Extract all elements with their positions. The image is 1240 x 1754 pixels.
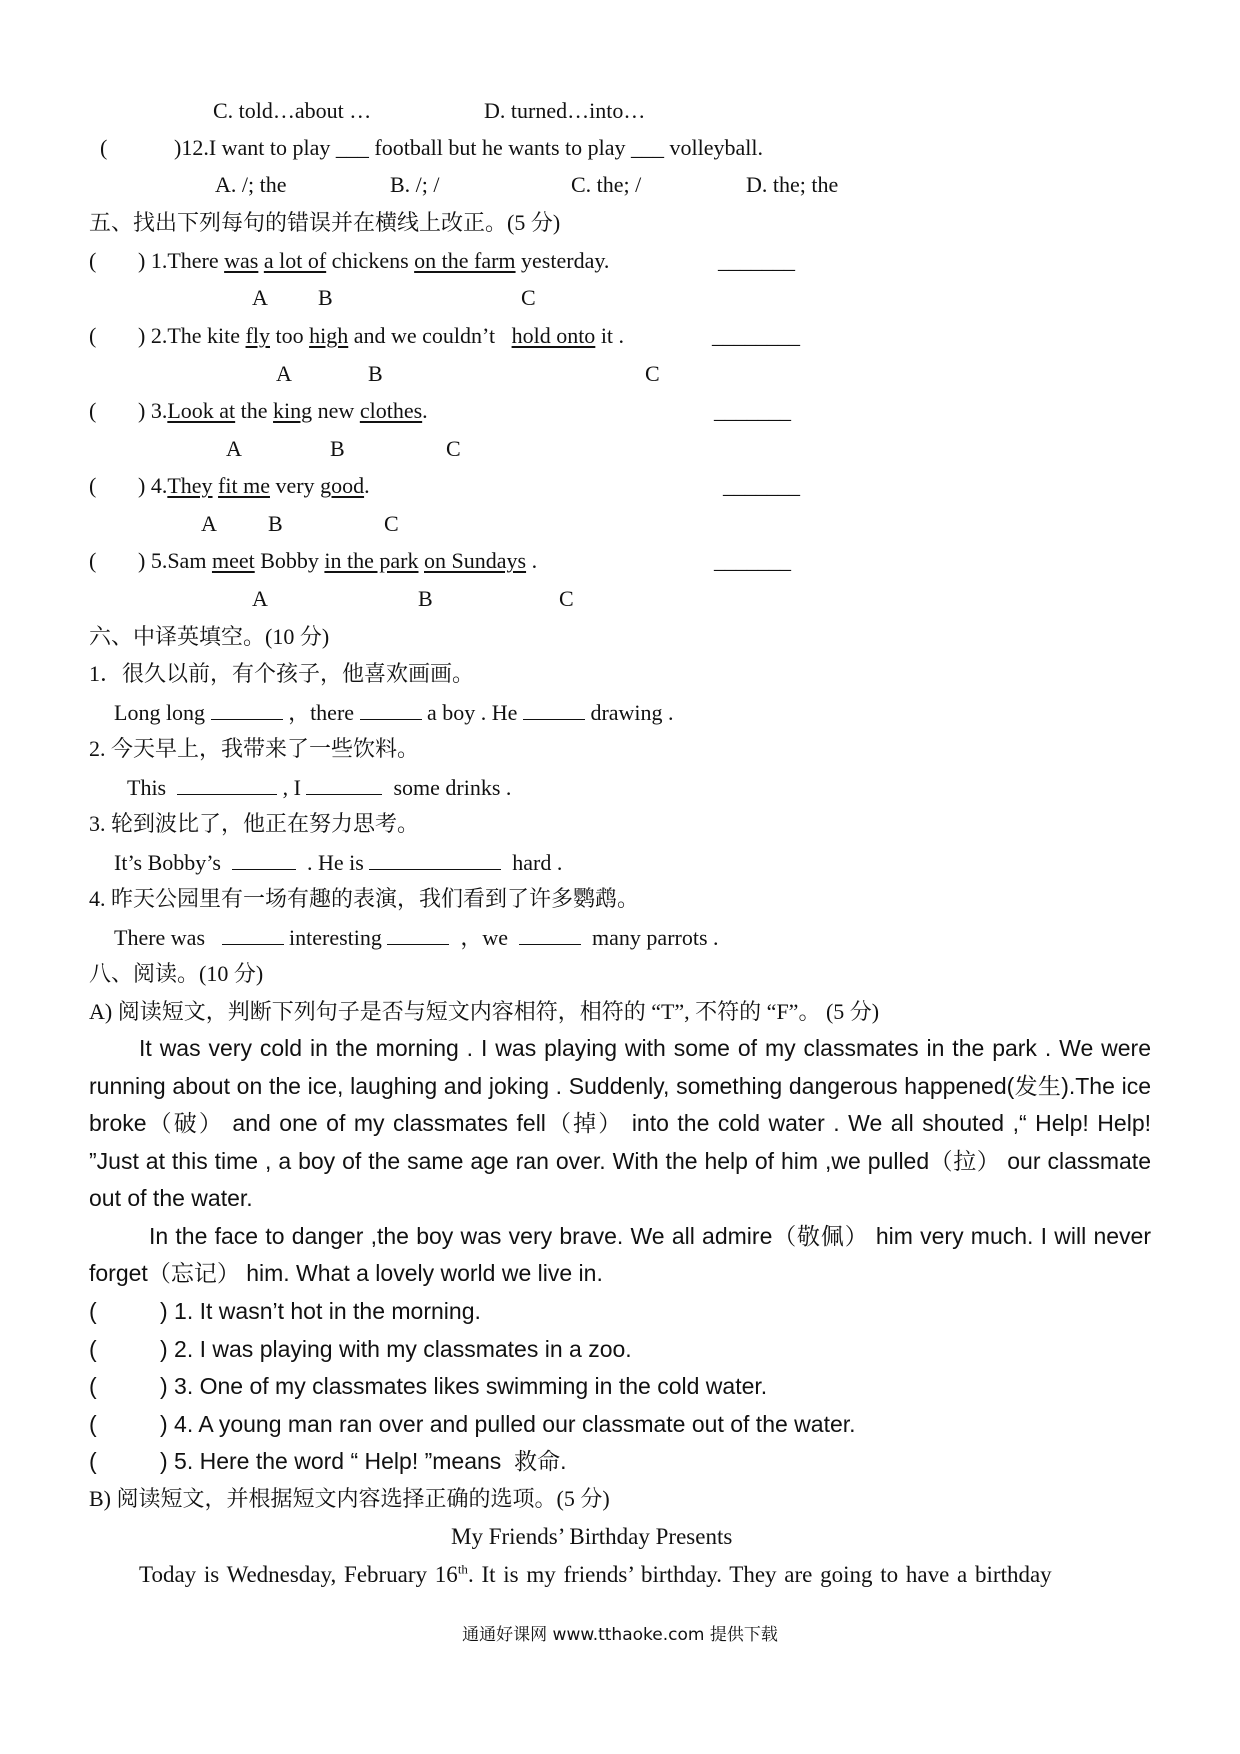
fill-blank[interactable] [523, 699, 585, 720]
answer-blank[interactable]: _______ [714, 398, 791, 423]
answer-blank[interactable]: _______ [718, 248, 795, 273]
error-item-sentence: ) 4.They fit me very good. [138, 473, 370, 498]
q3-chinese: 3. 轮到波比了，他正在努力思考。 [89, 811, 420, 836]
option-letter-a: A [276, 361, 292, 386]
fill-blank[interactable] [222, 924, 284, 945]
fill-blank[interactable] [369, 849, 501, 870]
error-item-sentence: ) 3.Look at the king new clothes. [138, 398, 428, 423]
part-b-title: My Friends’ Birthday Presents [451, 1524, 733, 1549]
tf-paren: ( [89, 1373, 97, 1399]
q4-english: There was interesting ，we many parrots . [114, 925, 719, 950]
tf-statement: ) 2. I was playing with my classmates in a zoo. [160, 1336, 632, 1362]
tf-statement: ) 5. Here the word “ Help! ”means 救命. [160, 1448, 567, 1474]
q2-english: This , I some drinks . [127, 775, 512, 800]
fill-blank[interactable] [387, 924, 449, 945]
q2-chinese: 2. 今天早上，我带来了一些饮料。 [89, 736, 420, 761]
answer-blank[interactable]: _______ [714, 548, 791, 573]
option-letter-c: C [645, 361, 660, 386]
option-letter-a: A [252, 285, 268, 310]
answer-blank[interactable]: _______ [723, 473, 800, 498]
option-letter-a: A [201, 511, 217, 536]
error-item-paren: ( [89, 248, 97, 273]
q1-chinese: 1．很久以前，有个孩子，他喜欢画画。 [89, 661, 475, 686]
error-item-sentence: ) 2.The kite fly too high and we couldn’t hold onto it . [138, 323, 625, 348]
option-letter-c: C [446, 436, 461, 461]
option-letter-b: B [330, 436, 345, 461]
error-item-paren: ( [89, 548, 97, 573]
q11-option-c: C. told…about … [213, 98, 372, 123]
q12-stem: )12.I want to play ___ football but he wants to play ___ volleyball. [174, 135, 764, 160]
tf-statement: ) 4. A young man ran over and pulled our classmate out of the water. [160, 1411, 856, 1437]
fill-blank[interactable] [211, 699, 283, 720]
tf-paren: ( [89, 1411, 97, 1437]
tf-statement: ) 3. One of my classmates likes swimming in the cold water. [160, 1373, 768, 1399]
error-item-sentence: ) 1.There was a lot of chickens on the farm yesterday. [138, 248, 610, 273]
error-item-sentence: ) 5.Sam meet Bobby in the park on Sundays . [138, 548, 538, 573]
q12-option-d: D. the; the [746, 172, 839, 197]
tf-statement: ) 1. It wasn’t hot in the morning. [160, 1298, 481, 1324]
answer-blank[interactable]: ________ [712, 323, 800, 348]
fill-blank[interactable] [306, 774, 382, 795]
fill-blank[interactable] [177, 774, 277, 795]
section5-heading: 五、找出下列每句的错误并在横线上改正。(5 分) [89, 210, 561, 235]
q4-chinese: 4. 昨天公园里有一场有趣的表演，我们看到了许多鹦鹉。 [89, 886, 640, 911]
option-letter-c: C [384, 511, 399, 536]
fill-blank[interactable] [232, 849, 296, 870]
tf-paren: ( [89, 1336, 97, 1362]
option-letter-b: B [268, 511, 283, 536]
tf-paren: ( [89, 1298, 97, 1324]
option-letter-a: A [252, 586, 268, 611]
q12-option-c: C. the; / [571, 172, 642, 197]
option-letter-b: B [368, 361, 383, 386]
passage-paragraph: In the face to danger ,the boy was very brave. We all admire（敬佩） him very much. I will never forget（忘记） him. What a lovely world we live in. [89, 1222, 1151, 1286]
part-b-passage-line: Today is Wednesday, February 16th. It is my friends’ birthday. They are going to have a birthday [139, 1561, 1052, 1587]
reading-passage [89, 1030, 1151, 1293]
q3-english: It’s Bobby’s . He is hard . [114, 850, 563, 875]
fill-blank[interactable] [519, 924, 581, 945]
option-letter-c: C [521, 285, 536, 310]
option-letter-c: C [559, 586, 574, 611]
q12-option-b: B. /; / [390, 172, 440, 197]
option-letter-b: B [318, 285, 333, 310]
page-footer: 通通好课网 www.tthaoke.com 提供下载 [462, 1625, 778, 1645]
option-letter-a: A [226, 436, 242, 461]
part-a-instructions: A) 阅读短文，判断下列句子是否与短文内容相符，相符的 “T”, 不符的 “F”。 (5 分) [89, 999, 880, 1024]
section6-heading: 六、中译英填空。(10 分) [89, 624, 330, 649]
passage-paragraph: It was very cold in the morning . I was playing with some of my classmates in the park . We were running about on the ice, laughing and joking . Suddenly, something dangerous happened(发生).The ice broke（破） and one of my classmates fell（掉） into the cold water . We all shouted ,“ Help! Help! ”Just at this time , a boy of the same age ran over. With the help of him ,we pulled（拉） our classmate out of the water. [89, 1035, 1151, 1211]
error-item-paren: ( [89, 398, 97, 423]
q12-paren: ( [100, 135, 108, 160]
part-b-instructions: B) 阅读短文，并根据短文内容选择正确的选项。(5 分) [89, 1486, 610, 1511]
error-item-paren: ( [89, 323, 97, 348]
section8-heading: 八、阅读。(10 分) [89, 961, 264, 986]
q11-option-d: D. turned…into… [484, 98, 646, 123]
error-item-paren: ( [89, 473, 97, 498]
q12-option-a: A. /; the [215, 172, 287, 197]
fill-blank[interactable] [360, 699, 422, 720]
tf-paren: ( [89, 1448, 97, 1474]
option-letter-b: B [418, 586, 433, 611]
q1-english: Long long ，there a boy . He drawing . [114, 700, 674, 725]
